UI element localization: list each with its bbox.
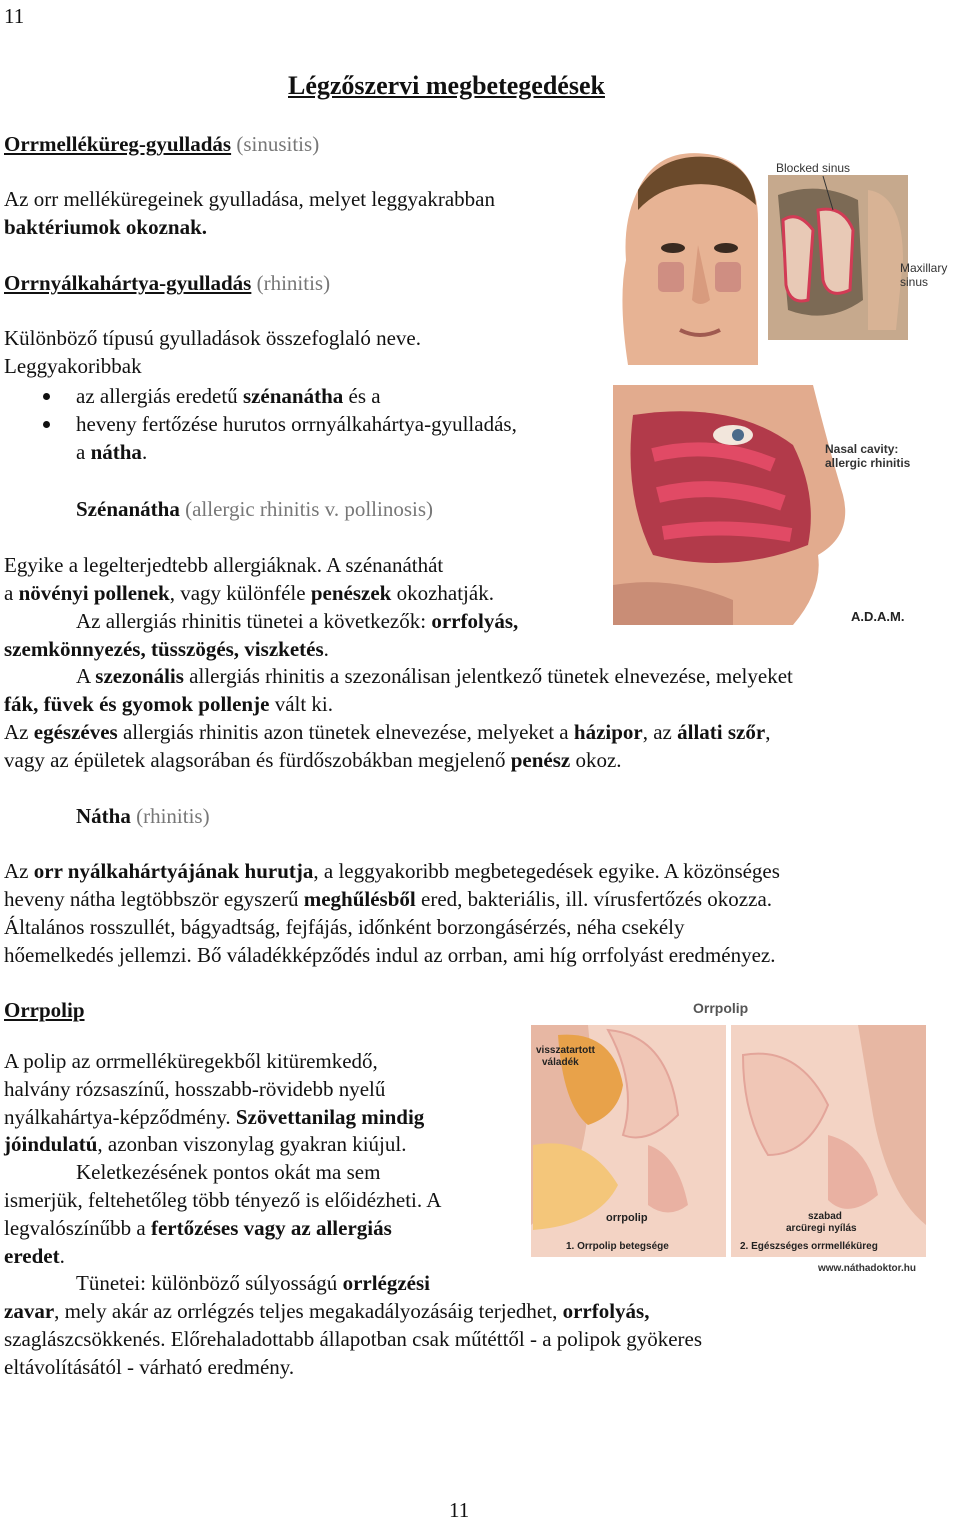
text-bold: eredet — [4, 1244, 60, 1268]
sinusitis-heading-line — [4, 130, 319, 158]
hayfever-text-8 — [4, 746, 622, 774]
text-bold: nátha — [90, 440, 142, 464]
text: Az allergiás rhinitis tünetei a következők: — [76, 609, 432, 633]
text: és a — [343, 384, 381, 408]
polyp-illustration — [528, 995, 928, 1277]
rhinitis-heading-line — [4, 269, 330, 297]
polyp-text-5: Keletkezésének pontos okát ma sem — [76, 1160, 381, 1184]
rhinitis-text-1: Különböző típusú gyulladások összefoglaló neve. — [4, 326, 422, 350]
polyp-text-7 — [4, 1214, 392, 1242]
text: vagy az épületek alagsorában és fürdőszobákban megjelenő — [4, 748, 511, 772]
hayfever-text-2 — [4, 579, 494, 607]
text-bold: penészek — [310, 581, 392, 605]
page-number-bottom: 11 — [449, 1498, 470, 1522]
label-blocked-sinus: Blocked sinus — [776, 161, 851, 175]
text: , a leggyakoribb megbetegedések egyike. A közönséges — [313, 859, 780, 883]
text: , mely akár az orrlégzés teljes megakadályozásáig terjedhet, — [54, 1299, 563, 1323]
text-bold: zavar — [4, 1299, 55, 1323]
text-bold: orr nyálkahártyájának hurutja — [33, 859, 314, 883]
hayfever-text-4 — [4, 635, 329, 663]
cold-text-2 — [4, 885, 772, 913]
text-bold: jóindulatú — [4, 1132, 98, 1156]
rhinitis-bullet-2: heveny fertőzése hurutos orrnyálkahártya-gyulladás, — [76, 412, 517, 436]
label-nasal-cavity: Nasal cavity: — [825, 442, 899, 456]
cold-text-3: Általános rosszullét, bágyadtság, fejfájás, időnként borzongásérzés, néha csekély — [4, 915, 685, 939]
label-retained-1: visszatartott — [536, 1045, 595, 1056]
text: nyálkahártya-képződmény. — [4, 1105, 236, 1129]
text-bold: szezonális — [95, 664, 184, 688]
text: , azonban viszonylag gyakran kiújul. — [97, 1132, 407, 1156]
polyp-text-10 — [4, 1297, 649, 1325]
text: , vagy különféle — [169, 581, 311, 605]
nasal-cavity-illustration — [613, 385, 958, 630]
text: az allergiás eredetű — [76, 384, 243, 408]
text: a — [4, 581, 19, 605]
text: Az — [4, 859, 34, 883]
rhinitis-bullet-2-cont — [76, 438, 147, 466]
polyp-text-6: ismerjük, feltehetőleg több tényező is előidézheti. A — [4, 1188, 442, 1212]
cold-heading-line — [76, 802, 210, 830]
rhinitis-latin: (rhinitis) — [251, 271, 331, 295]
page-title: Légzőszervi megbetegedések — [288, 71, 605, 100]
text: heveny nátha legtöbbször egyszerű — [4, 887, 304, 911]
text: A — [76, 664, 96, 688]
adam-logo: A.D.A.M. — [851, 609, 905, 624]
hayfever-text-1: Egyike a legelterjedtebb allergiáknak. A szénanáthát — [4, 553, 444, 577]
cold-latin: (rhinitis) — [130, 804, 210, 828]
rhinitis-heading: Orrnyálkahártya-gyulladás — [4, 271, 252, 295]
cold-text-4: hőemelkedés jellemzi. Bő váladékképződés indul az orrban, ami híg orrfolyást eredményez. — [4, 943, 776, 967]
rhinitis-bullet-1 — [76, 382, 381, 410]
text-bold: szemkönnyezés, tüsszögés, viszketés — [4, 637, 324, 661]
text-bold: állati szőr — [677, 720, 766, 744]
label-allergic-rhinitis: allergic rhinitis — [825, 456, 911, 470]
text-bold: orrfolyás, — [562, 1299, 650, 1323]
text: allergiás rhinitis a szezonálisan jelentkező tünetek elnevezése, melyeket — [183, 664, 793, 688]
text: , — [765, 720, 771, 744]
hayfever-text-7 — [4, 718, 770, 746]
text-bold: meghűlésből — [303, 887, 416, 911]
text: okozhatják. — [391, 581, 494, 605]
text: . — [59, 1244, 65, 1268]
label-free-1: szabad — [808, 1211, 842, 1222]
polyp-text-1: A polip az orrmelléküregekből kitüremkedő, — [4, 1049, 378, 1073]
text-bold: fák, füvek és gyomok pollenje — [4, 692, 270, 716]
caption-2: 2. Egészséges orrmelléküreg — [740, 1241, 878, 1252]
source-url: www.náthadoktor.hu — [818, 1263, 916, 1274]
rhinitis-text-2: Leggyakoribbak — [4, 354, 142, 378]
text: ered, bakteriális, ill. vírusfertőzés okozza. — [415, 887, 773, 911]
bullet-icon — [43, 393, 50, 400]
caption-1: 1. Orrpolip betegsége — [566, 1241, 669, 1252]
sinus-illustration — [618, 150, 958, 365]
sinusitis-latin: (sinusitis) — [231, 132, 320, 156]
polyp-text-3 — [4, 1103, 424, 1131]
label-maxillary-1: Maxillary — [900, 261, 948, 275]
text-bold: házipor — [573, 720, 643, 744]
label-retained-2: váladék — [542, 1057, 579, 1068]
bullet-icon — [43, 421, 50, 428]
text: , az — [642, 720, 678, 744]
page-number-top: 11 — [4, 4, 25, 28]
text: . — [141, 440, 148, 464]
sinusitis-heading: Orrmelléküreg-gyulladás — [4, 132, 232, 156]
polyp-text-4 — [4, 1130, 406, 1158]
cold-heading: Nátha — [76, 804, 131, 828]
label-maxillary-2: sinus — [900, 275, 929, 289]
text-bold: Szövettanilag mindig — [235, 1105, 425, 1129]
text-bold: fertőzéses vagy az allergiás — [150, 1216, 392, 1240]
hayfever-latin: (allergic rhinitis v. pollinosis) — [179, 497, 433, 521]
polyp-text-2: halvány rózsaszínű, hosszabb-rövidebb nyelű — [4, 1077, 386, 1101]
text: okoz. — [570, 748, 622, 772]
polyp-text-8 — [4, 1242, 65, 1270]
label-polyp: orrpolip — [606, 1212, 648, 1224]
hayfever-heading: Szénanátha — [76, 497, 180, 521]
label-free-2: arcüregi nyílás — [786, 1223, 857, 1234]
text: vált ki. — [269, 692, 334, 716]
text: a — [76, 440, 91, 464]
sinusitis-text-1: Az orr melléküregeinek gyulladása, melyet leggyakrabban — [4, 187, 495, 211]
polyp-text-12: eltávolításától - várható eredmény. — [4, 1355, 295, 1379]
hayfever-text-6 — [4, 690, 333, 718]
text-bold: penész — [510, 748, 571, 772]
text: legvalószínűbb a — [4, 1216, 151, 1240]
polyp-text-9 — [76, 1269, 430, 1297]
text: . — [323, 637, 329, 661]
text-bold: egészéves — [33, 720, 118, 744]
polyp-heading: Orrpolip — [4, 998, 85, 1022]
text-bold: orrfolyás, — [431, 609, 519, 633]
text: allergiás rhinitis azon tünetek elnevezése, melyeket a — [117, 720, 574, 744]
label-polyp-title: Orrpolip — [693, 1000, 749, 1016]
text: Az — [4, 720, 34, 744]
polyp-text-11: szaglászcsökkenés. Előrehaladottabb állapotban csak műtéttől - a polipok gyökeres — [4, 1327, 703, 1351]
cold-text-1 — [4, 857, 780, 885]
hayfever-heading-line — [76, 495, 433, 523]
text-bold: orrlégzési — [342, 1271, 431, 1295]
text-bold: szénanátha — [242, 384, 344, 408]
hayfever-text-3 — [76, 607, 518, 635]
sinusitis-text-2: baktériumok okoznak. — [4, 215, 208, 239]
hayfever-text-5 — [76, 662, 793, 690]
text-bold: növényi pollenek — [18, 581, 170, 605]
text: Tünetei: különböző súlyosságú — [76, 1271, 343, 1295]
